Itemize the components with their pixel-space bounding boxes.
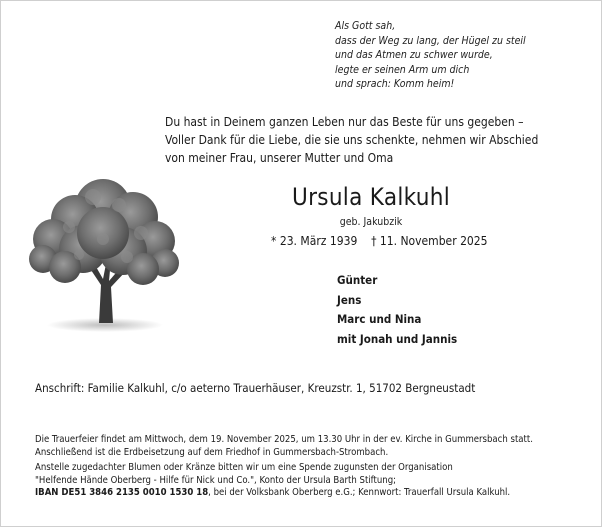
iban: IBAN DE51 3846 2135 0010 1530 18 (35, 487, 209, 498)
mourner: mit Jonah und Jannis (337, 331, 458, 346)
intro-text (165, 113, 565, 167)
birth-name: geb. Jakubzik (339, 216, 403, 228)
poem-line: dass der Weg zu lang, der Hügel zu steil (335, 34, 526, 47)
funeral-line: Die Trauerfeier findet am Mittwoch, dem 19. November 2025, um 13.30 Uhr in der ev. Kirche in Gummersbach statt. (35, 434, 533, 445)
tree-illustration-icon (23, 167, 183, 337)
mourners-list (337, 271, 537, 349)
deceased-name: Ursula Kalkuhl (291, 183, 450, 211)
poem-line: und das Atmen zu schwer wurde, (335, 49, 493, 61)
donation-bank: , bei der Volksbank Oberberg e.G.; Kennwort: Trauerfall Ursula Kalkuhl. (208, 487, 511, 498)
address-line: Anschrift: Familie Kalkuhl, c/o aeterno Trauerhäuser, Kreuzstr. 1, 51702 Bergneustadt (35, 381, 476, 395)
funeral-line: Anschließend ist die Erdbeisetzung auf dem Friedhof in Gummersbach-Strombach. (35, 446, 389, 458)
death-date: † 11. November 2025 (371, 234, 488, 248)
donation-line: "Helfende Hände Oberberg - Hilfe für Nick und Co.", Konto der Ursula Barth Stiftung; (35, 474, 396, 486)
mourner: Jens (337, 292, 362, 307)
birth-date: * 23. März 1939 (271, 234, 358, 248)
intro-line: Du hast in Deinem ganzen Leben nur das Beste für uns gegeben – (165, 115, 524, 129)
donation-info (35, 462, 600, 500)
poem (335, 19, 595, 92)
poem-line: Als Gott sah, (335, 20, 396, 32)
intro-line: Voller Dank für die Liebe, die sie uns schenkte, nehmen wir Abschied (165, 133, 539, 147)
mourner: Marc und Nina (337, 312, 422, 326)
intro-line: von meiner Frau, unserer Mutter und Oma (165, 151, 394, 165)
poem-line: legte er seinen Arm um dich (335, 63, 470, 76)
donation-line (35, 487, 600, 500)
mourner: Günter (337, 273, 378, 287)
donation-line: Anstelle zugedachter Blumen oder Kränze bitten wir um eine Spende zugunsten der Organisation (35, 462, 453, 473)
life-dates (271, 234, 488, 248)
funeral-info (35, 434, 600, 459)
poem-line: und sprach: Komm heim! (335, 78, 455, 90)
